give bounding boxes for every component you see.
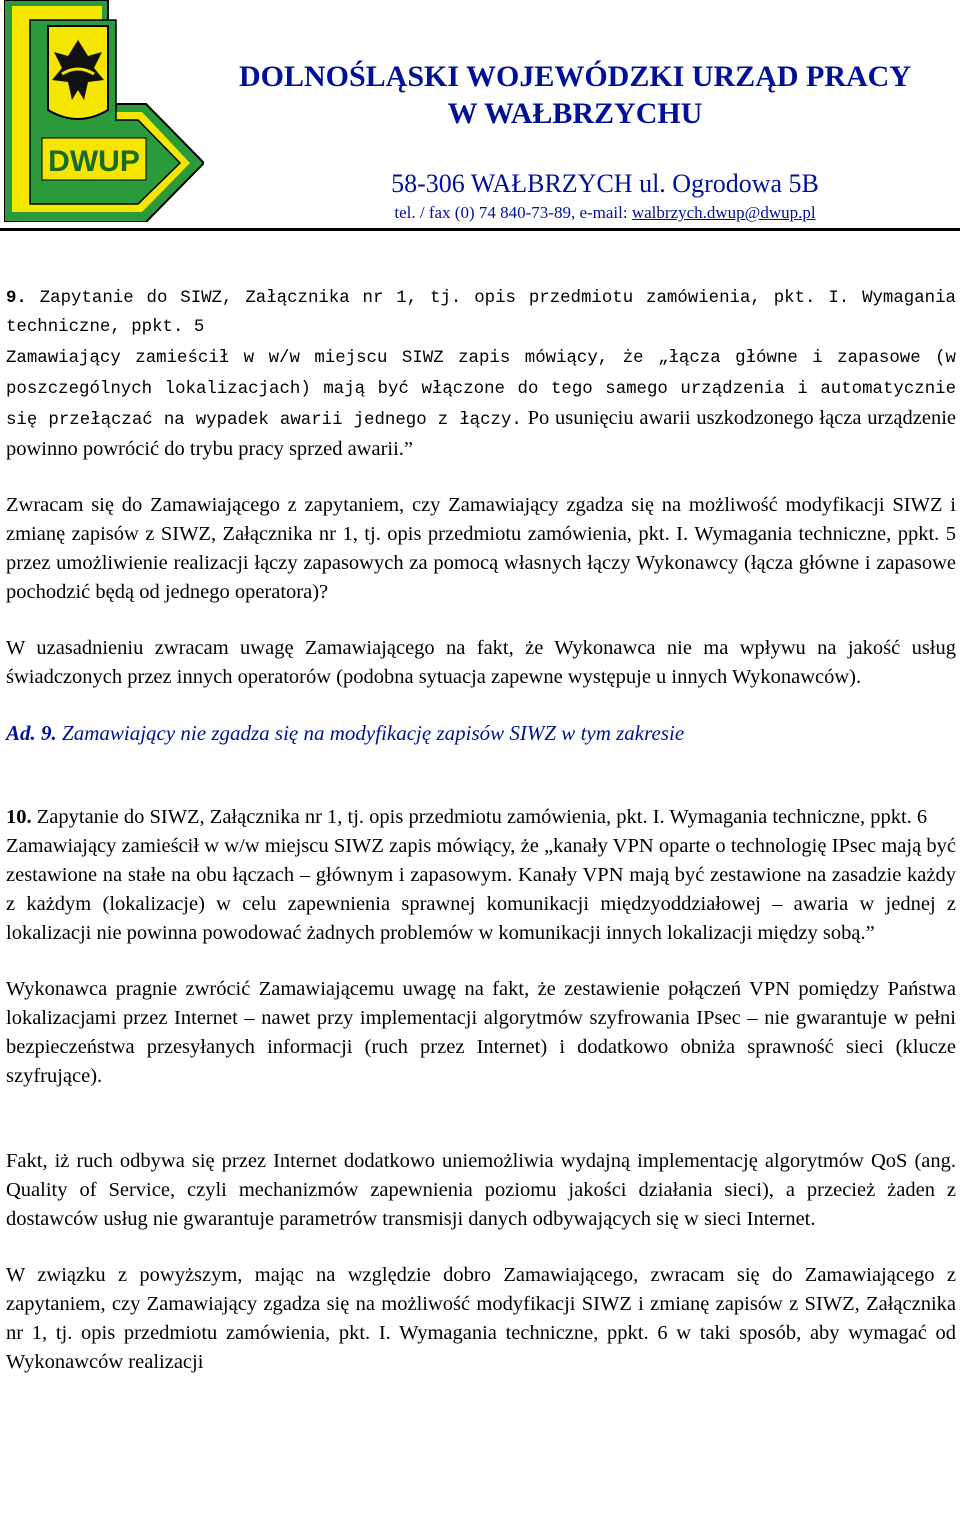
q9-answer-label: Ad. 9. <box>6 721 57 745</box>
document-body <box>6 284 956 1377</box>
q10-number: 10. <box>6 806 32 828</box>
q10-remark: Wykonawca pragnie zwrócić Zamawiającemu uwagę na fakt, że zestawienie połączeń VPN pomiędzy Państwa lokalizacjami przez Internet – nawet przy implementacji algorytmów szyfrowania IPsec – nie gwarantuje w pełni bezpieczeństwa przesyłanych informacji (ruch przez Internet) i dodatkowo obniża sprawność sieci (klucze szyfrujące). <box>6 978 956 1087</box>
contact-phone: tel. / fax (0) 74 840-73-89, e-mail: <box>394 203 632 222</box>
org-line-1: DOLNOŚLĄSKI WOJEWÓDZKI URZĄD PRACY <box>238 60 912 93</box>
q9-question: Zwracam się do Zamawiającego z zapytaniem, czy Zamawiający zgadza się na możliwość modyfikacji SIWZ i zmianę zapisów z SIWZ, Załącznika nr 1, tj. opis przedmiotu zamówienia, pkt. I. Wymagania techniczne, ppkt. 5 przez umożliwienie realizacji łączy zapasowych za pomocą własnych łączy Wykonawcy (łącza główne i zapasowe pochodzić będą od jednego operatora)? <box>6 494 956 603</box>
q9-quote-mono: Zamawiający zamieścił w w/w miejscu SIWZ zapis mówiący, że „łącza główne i zapasowe (w poszczególnych lokalizacjach) mają być włączone do tego samego urządzenia i automatycznie się przełączać na wypadek awarii jednego z łączy. <box>6 349 956 430</box>
q9-answer <box>6 719 956 748</box>
q9-answer-text: Zamawiający nie zgadza się na modyfikację zapisów SIWZ w tym zakresie <box>56 721 685 745</box>
q9-title: 9. Zapytanie do SIWZ, Załącznika nr 1, tj. opis przedmiotu zamówienia, pkt. I. Wymagania techniczne, ppkt. 5 <box>6 289 956 337</box>
dwup-logo <box>4 0 204 222</box>
org-line-2: W WAŁBRZYCHU <box>447 97 703 130</box>
header-divider <box>0 228 960 231</box>
logo-text: DWUP <box>48 145 140 178</box>
q9-number: 9. <box>6 289 27 308</box>
q9-quote <box>6 342 956 464</box>
address: 58-306 WAŁBRZYCH ul. Ogrodowa 5B <box>391 169 819 198</box>
q9-quote-rest: Po usunięciu awarii uszkodzonego łącza urządzenie powinno powrócić do trybu pracy sprzed awarii.” <box>6 407 956 460</box>
q10-question: W związku z powyższym, mając na względzie dobro Zamawiającego, zwracam się do Zamawiającego z zapytaniem, czy Zamawiający zgadza się na możliwość modyfikacji SIWZ i zmianę zapisów z SIWZ, Załącznika nr 1, tj. opis przedmiotu zamówienia, pkt. I. Wymagania techniczne, ppkt. 6 w taki sposób, aby wymagać od Wykonawców realizacji <box>6 1264 956 1373</box>
contact-line <box>205 202 960 224</box>
q10-quote: Zamawiający zamieścił w w/w miejscu SIWZ zapis mówiący, że „kanały VPN oparte o technologię IPsec mają być zestawione na stałe na obu łączach – głównym i zapasowym. Kanały VPN mają być zestawione na zasadzie każdy z każdym (lokalizacje) w celu zapewnienia sprawnej komunikacji międzyoddziałowej – awaria w jednej z lokalizacji nie powinna powodować żadnych problemów w komunikacji innych lokalizacji między sobą.” <box>6 835 956 944</box>
organization-name <box>205 58 945 132</box>
q9-justification: W uzasadnieniu zwracam uwagę Zamawiającego na fakt, że Wykonawca nie ma wpływu na jakość usług świadczonych przez innych operatorów (podobna sytuacja zapewne występuje u innych Wykonawców). <box>6 637 956 688</box>
page-header <box>0 0 960 232</box>
q10-qos-remark: Fakt, iż ruch odbywa się przez Internet dodatkowo uniemożliwia wydajną implementację algorytmów QoS (ang. Quality of Service, czyli mechanizmów zapewnienia poziomu jakości działania sieci), a przecież żaden z dostawców usług nie gwarantuje parametrów transmisji danych odbywających się w sieci Internet. <box>6 1150 956 1230</box>
email-link[interactable]: walbrzych.dwup@dwup.pl <box>631 203 816 222</box>
q10-title: 10. Zapytanie do SIWZ, Załącznika nr 1, tj. opis przedmiotu zamówienia, pkt. I. Wymagania techniczne, ppkt. 6 <box>6 806 928 828</box>
